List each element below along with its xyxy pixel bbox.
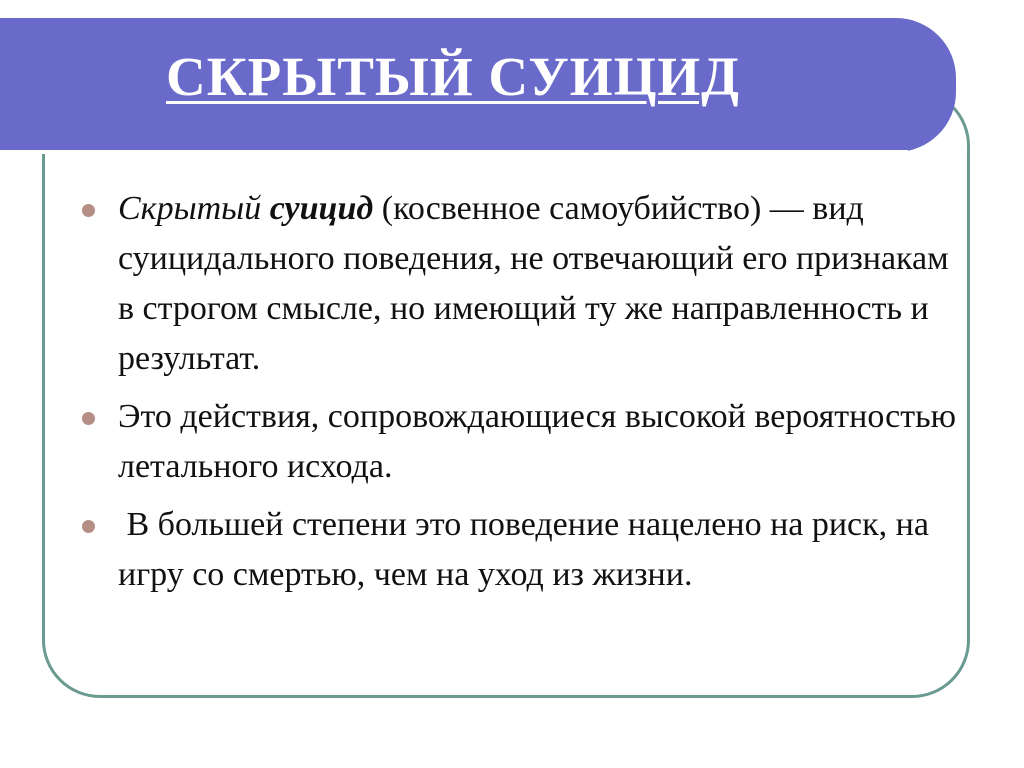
term-bold-italic: суицид — [269, 190, 374, 227]
bullet-list — [78, 184, 958, 608]
bullet-dot-icon — [82, 204, 95, 217]
title-band-underline — [0, 150, 908, 154]
slide-title: СКРЫТЫЙ СУИЦИД — [166, 46, 740, 107]
actions-text: Это действия, сопровождающиеся высокой вероятностью летального исхода. — [118, 398, 957, 485]
bullet-dot-icon — [82, 520, 95, 533]
bullet-item-risk — [78, 500, 958, 600]
risk-text: В большей степени это поведение нацелено на риск, на игру со смертью, чем на уход из жизни. — [118, 506, 938, 593]
bullet-dot-icon — [82, 412, 95, 425]
bullet-item-actions — [78, 392, 958, 492]
term-italic: Скрытый — [118, 190, 270, 227]
bullet-item-definition — [78, 184, 958, 384]
definition-text: (косвенное самоубийство) — вид суицидального поведения, не отвечающий его признакам в строгом смысле, но имеющий ту же направленность и результат. — [118, 190, 949, 377]
